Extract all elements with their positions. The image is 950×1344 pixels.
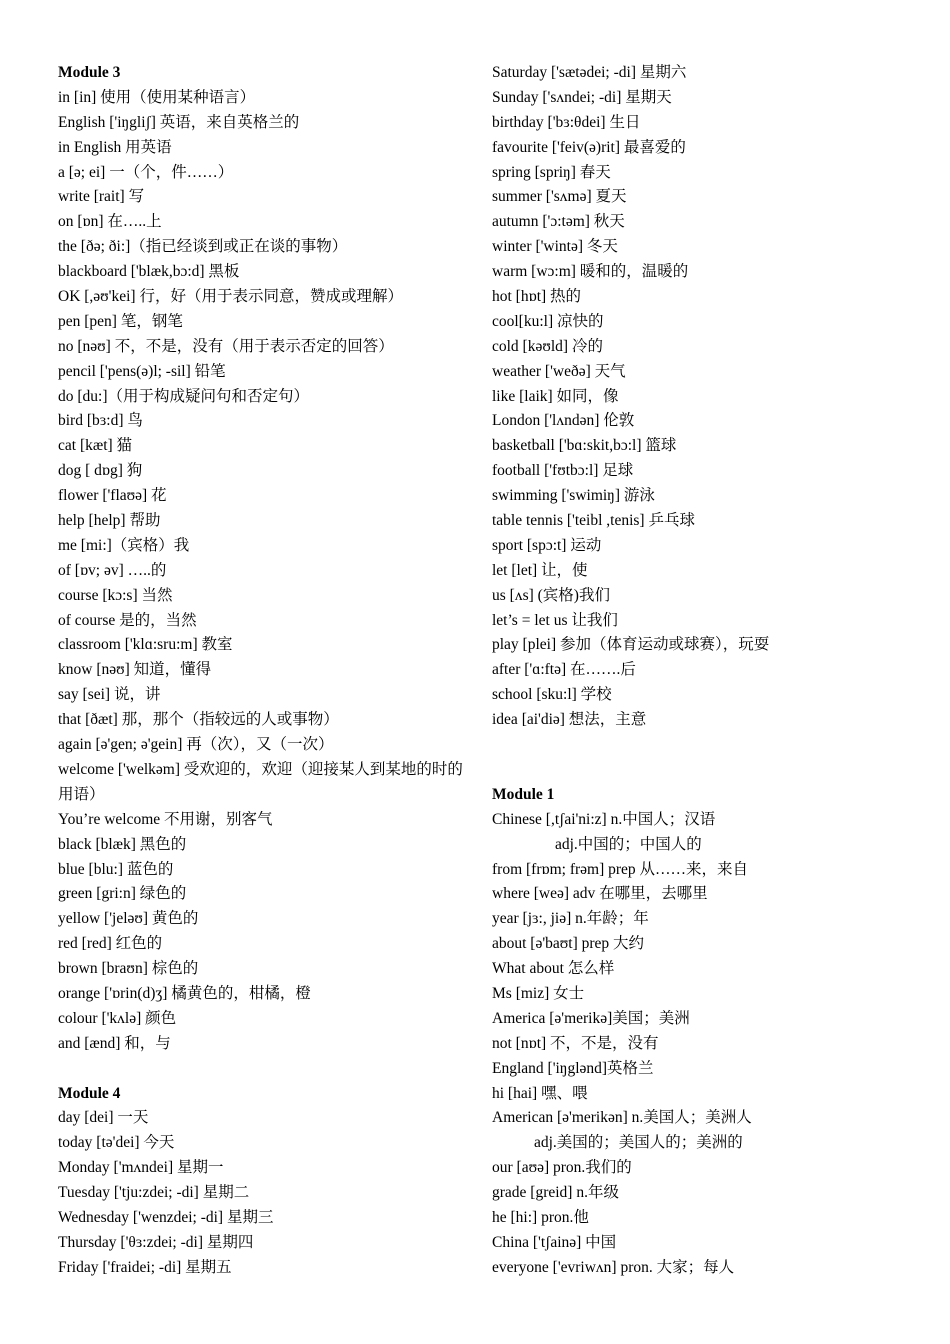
vocab-entry: on [ɒn] 在…..上: [58, 213, 162, 231]
vocab-entry: pen [pen] 笔，钢笔: [58, 312, 183, 330]
vocab-entry: yellow ['jeləʊ] 黄色的: [58, 910, 199, 928]
vocab-entry: blackboard ['blæk,bɔ:d] 黑板: [58, 263, 240, 281]
spacer: [492, 758, 932, 783]
vocab-entry: classroom ['klɑ:sru:m] 教室: [58, 636, 233, 654]
vocab-entry: Monday ['mʌndei] 星期一: [58, 1159, 224, 1177]
vocab-entry: idea [ai'diə] 想法，主意: [492, 711, 647, 729]
vocab-entry-welcome: welcome ['welkəm] 受欢迎的，欢迎（迎接某人到某地的时的用语）: [58, 760, 463, 803]
vocab-entry: our [aʊə] pron.我们的: [492, 1159, 632, 1177]
right-column: [492, 61, 932, 1281]
vocab-entry: black [blæk] 黑色的: [58, 835, 187, 853]
vocab-entry: Sunday ['sʌndei; -di] 星期天: [492, 88, 672, 106]
vocab-entry: blue [blu:] 蓝色的: [58, 860, 174, 878]
module-3-heading: Module 3: [58, 64, 121, 81]
vocab-entry: Thursday ['θɜ:zdei; -di] 星期四: [58, 1233, 254, 1251]
vocab-entry: day [dei] 一天: [58, 1109, 149, 1127]
vocab-entry: say [sei] 说，讲: [58, 686, 161, 704]
module-1-entries-continued: [492, 1156, 932, 1280]
module-4-entries-continued: [492, 61, 932, 733]
vocab-entry: not [nɒt] 不，不是，没有: [492, 1034, 659, 1052]
vocab-entry: flower ['flaʊə] 花: [58, 487, 167, 505]
vocab-entry: table tennis ['teibl ,tenis] 乒乓球: [492, 512, 695, 530]
vocab-entry: play [plei] 参加（体育运动或球赛），玩耍: [492, 636, 770, 654]
spacer: [58, 1057, 478, 1082]
vocab-entry: the [ðə; ði:]（指已经谈到或正在谈的事物）: [58, 238, 348, 256]
vocab-entry: Tuesday ['tju:zdei; -di] 星期二: [58, 1184, 250, 1202]
vocab-entry: weather ['weðə] 天气: [492, 362, 626, 380]
vocab-entry: dog [ dɒg] 狗: [58, 462, 143, 480]
vocab-entry: that [ðæt] 那，那个（指较远的人或事物）: [58, 711, 339, 729]
vocab-entry: let [let] 让，使: [492, 561, 588, 579]
vocab-entry: hi [hai] 嘿、喂: [492, 1084, 588, 1102]
vocab-entry: grade [greid] n.年级: [492, 1184, 619, 1202]
vocab-entry: swimming ['swimiŋ] 游泳: [492, 487, 655, 505]
vocab-entry: OK [,əʊ'kei] 行，好（用于表示同意，赞成或理解）: [58, 288, 403, 306]
vocab-entry: orange ['ɒrin(d)ʒ] 橘黄色的，柑橘，橙: [58, 984, 311, 1002]
vocab-entry: me [mi:]（宾格）我: [58, 536, 190, 554]
vocab-entry: about [ə'baʊt] prep 大约: [492, 935, 645, 953]
vocab-entry: where [weə] adv 在哪里，去哪里: [492, 885, 708, 903]
vocab-entry: English ['iŋgliʃ] 英语，来自英格兰的: [58, 113, 300, 131]
vocab-entry: course [kɔ:s] 当然: [58, 586, 173, 604]
vocab-entry: warm [wɔ:m] 暖和的，温暖的: [492, 263, 689, 281]
vocab-entry: London ['lʌndən] 伦敦: [492, 412, 635, 430]
vocab-entry: green [gri:n] 绿色的: [58, 885, 187, 903]
vocab-entry: like [laik] 如同，像: [492, 387, 619, 405]
vocab-entry: write [rait] 写: [58, 188, 145, 206]
vocab-entry: England ['iŋglənd]英格兰: [492, 1059, 654, 1077]
vocab-entry: everyone ['evriwʌn] pron. 大家；每人: [492, 1258, 735, 1276]
vocab-entry: no [nəʊ] 不，不是，没有（用于表示否定的回答）: [58, 337, 394, 355]
vocab-entry: cool[ku:l] 凉快的: [492, 312, 604, 330]
vocab-entry: winter ['wintə] 冬天: [492, 238, 618, 256]
vocab-entry: favourite ['feiv(ə)rit] 最喜爱的: [492, 138, 686, 156]
vocab-entry: basketball ['bɑ:skit,bɔ:l] 篮球: [492, 437, 677, 455]
vocab-entry: a [ə; ei] 一（个，件……）: [58, 163, 234, 181]
vocab-entry: us [ʌs] (宾格)我们: [492, 586, 610, 604]
left-column: [58, 61, 478, 1281]
vocab-entry: birthday ['bɜ:θdei] 生日: [492, 113, 641, 131]
module-1-heading: Module 1: [492, 785, 555, 803]
vocab-entry-american: American [ə'merikən] n.美国人；美洲人: [492, 1109, 752, 1127]
module-4-entries: [58, 1106, 478, 1280]
vocab-entry: Friday ['fraidei; -di] 星期五: [58, 1258, 232, 1276]
module-3-entries-continued: [58, 808, 478, 1057]
module-3-entries: [58, 86, 478, 758]
vocab-entry: hot [hɒt] 热的: [492, 288, 582, 306]
spacer: [492, 733, 932, 758]
vocab-entry: cold [kəʊld] 冷的: [492, 337, 603, 355]
vocab-entry: summer ['sʌmə] 夏天: [492, 188, 627, 206]
vocab-entry: school [sku:l] 学校: [492, 686, 612, 704]
vocab-entry: do [du:]（用于构成疑问句和否定句）: [58, 387, 310, 405]
vocab-entry: Wednesday ['wenzdei; -di] 星期三: [58, 1209, 274, 1226]
vocab-entry-chinese-adj: adj.中国的；中国人的: [555, 835, 702, 853]
vocab-entry: again [ə'gen; ə'gein] 再（次），又（一次）: [58, 736, 334, 754]
vocab-entry: China ['tʃainə] 中国: [492, 1233, 617, 1251]
vocab-entry: red [red] 红色的: [58, 935, 163, 953]
vocab-entry: bird [bɜ:d] 鸟: [58, 412, 143, 430]
vocab-entry: sport [spɔ:t] 运动: [492, 536, 602, 554]
vocab-entry: in [in] 使用（使用某种语言）: [58, 88, 256, 106]
vocab-entry: brown [braʊn] 棕色的: [58, 960, 199, 978]
vocab-entry-chinese: Chinese [,tʃai'ni:z] n.中国人；汉语: [492, 810, 716, 828]
vocab-entry: know [nəʊ] 知道，懂得: [58, 661, 212, 679]
vocab-entry: football ['fʊtbɔ:l] 足球: [492, 462, 634, 480]
vocab-entry: Ms [miz] 女士: [492, 984, 585, 1002]
vocab-entry: pencil ['pens(ə)l; -sil] 铅笔: [58, 362, 226, 380]
vocab-entry: from [frɒm; frəm] prep 从……来，来自: [492, 860, 749, 878]
vocab-entry: autumn ['ɔ:təm] 秋天: [492, 213, 625, 231]
vocab-entry: of course 是的，当然: [58, 611, 197, 629]
vocab-entry: year [jɜ:, jiə] n.年龄；年: [492, 910, 649, 928]
vocab-entry: Saturday ['sætədei; -di] 星期六: [492, 64, 687, 81]
vocab-entry: today [tə'dei] 今天: [58, 1134, 175, 1152]
vocab-entry: spring [spriŋ] 春天: [492, 163, 611, 181]
vocab-entry: help [help] 帮助: [58, 512, 161, 530]
vocab-entry: colour ['kʌlə] 颜色: [58, 1009, 177, 1027]
vocab-entry: of [ɒv; əv] …..的: [58, 561, 167, 579]
vocab-entry: cat [kæt] 猫: [58, 437, 133, 455]
module-4-heading: Module 4: [58, 1084, 121, 1102]
vocab-entry-american-adj: adj.美国的；美国人的；美洲的: [534, 1134, 743, 1152]
vocab-entry: he [hi:] pron.他: [492, 1208, 589, 1226]
vocab-entry: let’s = let us 让我们: [492, 611, 618, 629]
vocab-entry: America [ə'merikə]美国；美洲: [492, 1009, 690, 1027]
module-1-entries: [492, 858, 932, 1107]
vocab-entry: You’re welcome 不用谢，别客气: [58, 810, 273, 828]
vocab-entry: What about 怎么样: [492, 960, 615, 978]
vocab-entry: and [ænd] 和，与: [58, 1034, 171, 1052]
vocab-entry: in English 用英语: [58, 138, 172, 156]
vocab-entry: after ['ɑ:ftə] 在…….后: [492, 661, 636, 679]
